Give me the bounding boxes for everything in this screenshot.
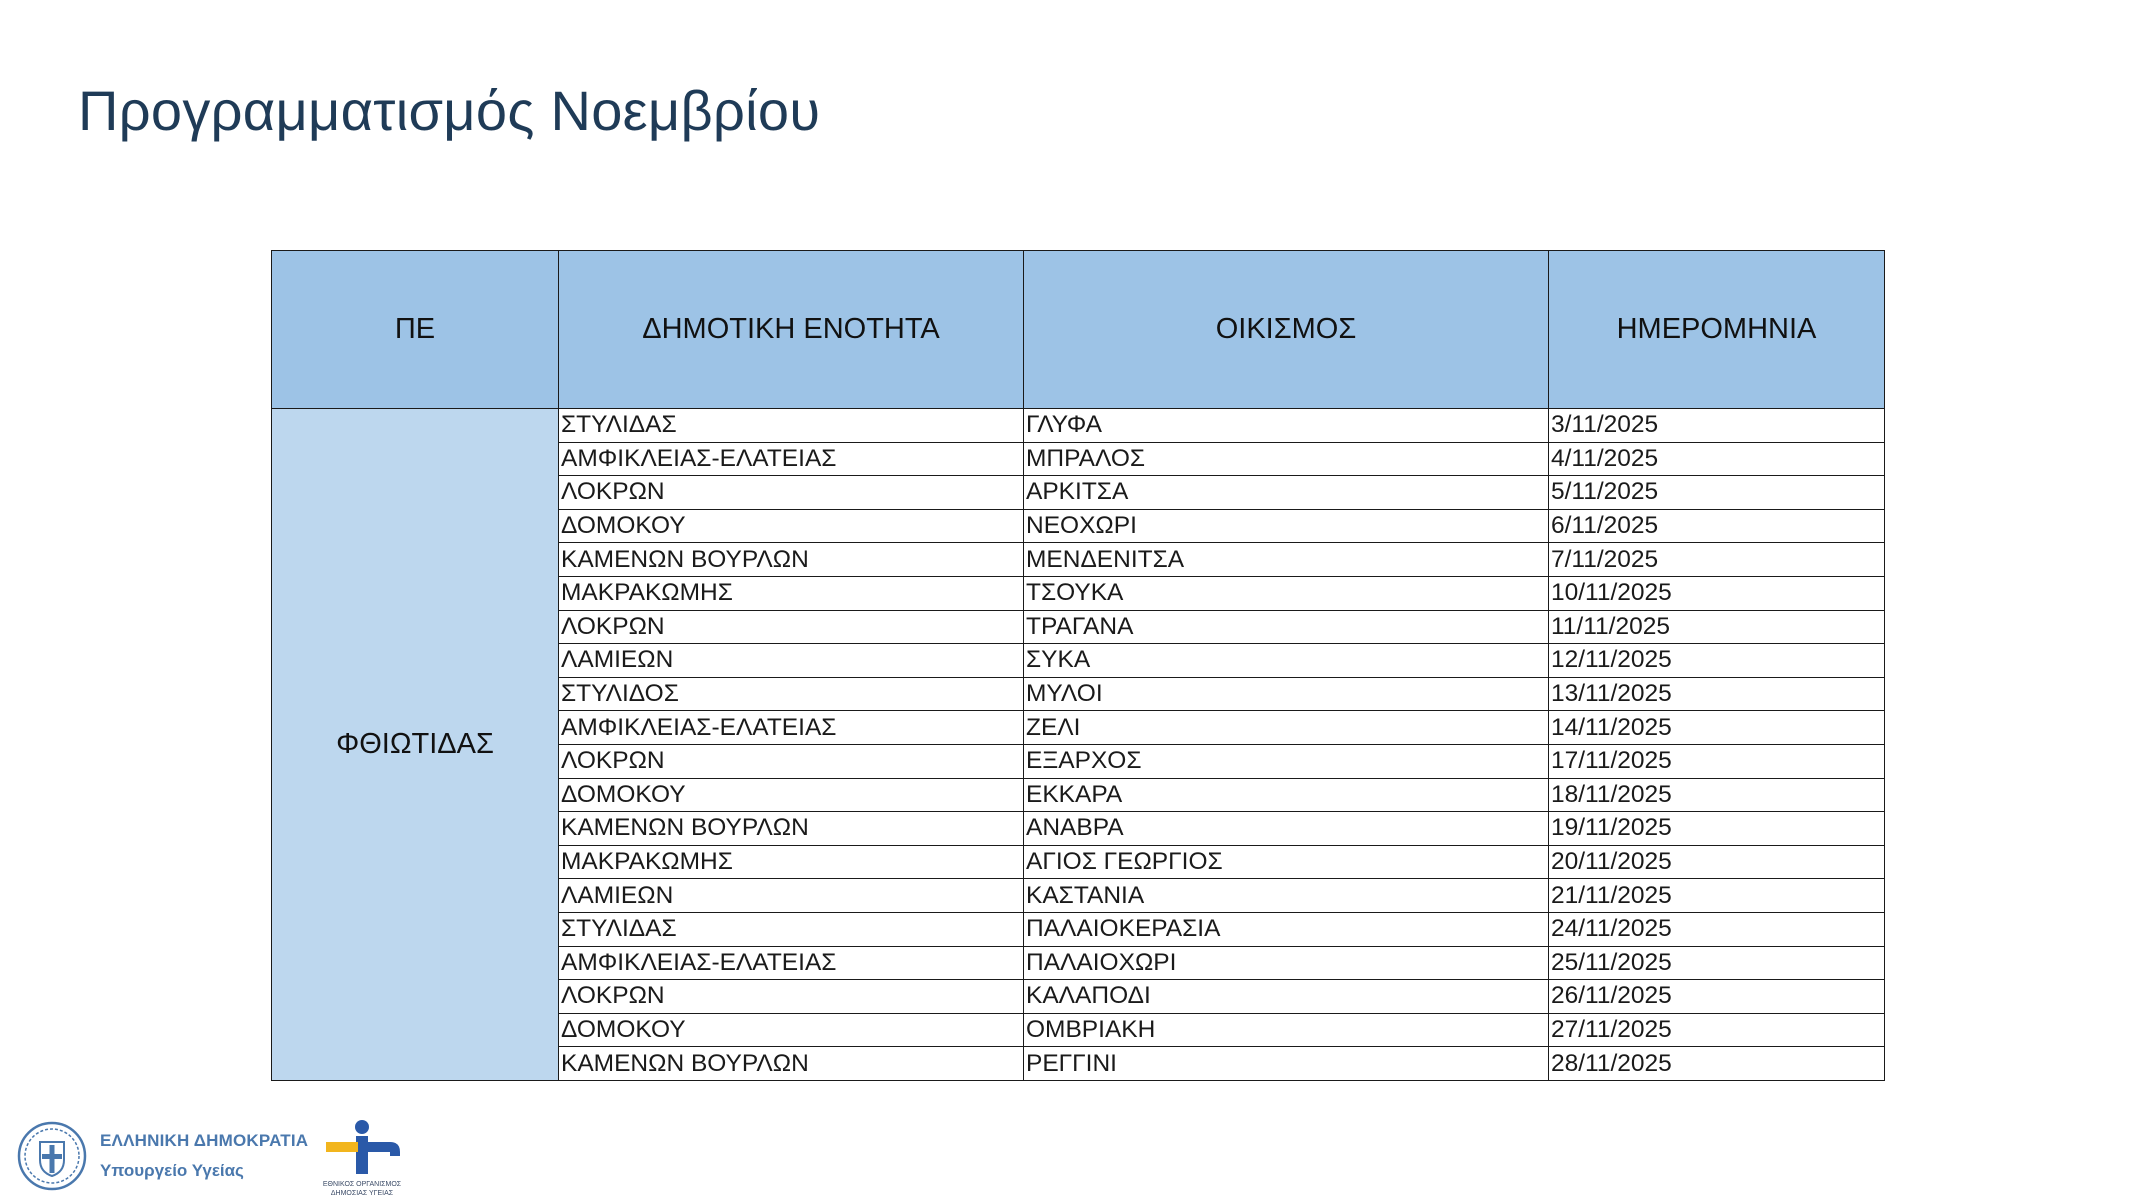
- municipal-unit-cell: ΣΤΥΛΙΔΑΣ: [559, 912, 1024, 946]
- column-header-municipal-unit: ΔΗΜΟΤΙΚΗ ΕΝΟΤΗΤΑ: [559, 251, 1024, 409]
- date-cell: 26/11/2025: [1549, 980, 1885, 1014]
- date-cell: 5/11/2025: [1549, 476, 1885, 510]
- table-row: [272, 409, 1885, 443]
- settlement-cell: ΓΛΥΦΑ: [1024, 409, 1549, 443]
- municipal-unit-cell: ΛΟΚΡΩΝ: [559, 610, 1024, 644]
- settlement-cell: ΕΞΑΡΧΟΣ: [1024, 744, 1549, 778]
- eody-logo: [320, 1118, 404, 1198]
- regional-unit-cell: ΦΘΙΩΤΙΔΑΣ: [272, 409, 559, 1081]
- hellenic-republic-emblem-icon: [16, 1120, 88, 1192]
- settlement-cell: ΠΑΛΑΙΟΚΕΡΑΣΙΑ: [1024, 912, 1549, 946]
- settlement-cell: ΕΚΚΑΡΑ: [1024, 778, 1549, 812]
- date-cell: 10/11/2025: [1549, 576, 1885, 610]
- settlement-cell: ΝΕΟΧΩΡΙ: [1024, 509, 1549, 543]
- date-cell: 19/11/2025: [1549, 812, 1885, 846]
- settlement-cell: ΜΥΛΟΙ: [1024, 677, 1549, 711]
- municipal-unit-cell: ΔΟΜΟΚΟΥ: [559, 509, 1024, 543]
- settlement-cell: ΑΡΚΙΤΣΑ: [1024, 476, 1549, 510]
- date-cell: 3/11/2025: [1549, 409, 1885, 443]
- settlement-cell: ΜΠΡΑΛΟΣ: [1024, 442, 1549, 476]
- date-cell: 24/11/2025: [1549, 912, 1885, 946]
- settlement-cell: ΜΕΝΔΕΝΙΤΣΑ: [1024, 543, 1549, 577]
- municipal-unit-cell: ΜΑΚΡΑΚΩΜΗΣ: [559, 845, 1024, 879]
- date-cell: 11/11/2025: [1549, 610, 1885, 644]
- ministry-name: Υπουργείο Υγείας: [100, 1161, 244, 1180]
- municipal-unit-cell: ΔΟΜΟΚΟΥ: [559, 778, 1024, 812]
- municipal-unit-cell: ΣΤΥΛΙΔΟΣ: [559, 677, 1024, 711]
- municipal-unit-cell: ΔΟΜΟΚΟΥ: [559, 1013, 1024, 1047]
- municipal-unit-cell: ΑΜΦΙΚΛΕΙΑΣ-ΕΛΑΤΕΙΑΣ: [559, 442, 1024, 476]
- settlement-cell: ΑΝΑΒΡΑ: [1024, 812, 1549, 846]
- hellenic-republic-logo: [16, 1120, 308, 1192]
- municipal-unit-cell: ΑΜΦΙΚΛΕΙΑΣ-ΕΛΑΤΕΙΑΣ: [559, 946, 1024, 980]
- page-title: Προγραμματισμός Νοεμβρίου: [78, 79, 821, 142]
- municipal-unit-cell: ΛΑΜΙΕΩΝ: [559, 879, 1024, 913]
- column-header-pe: ΠΕ: [272, 251, 559, 409]
- date-cell: 6/11/2025: [1549, 509, 1885, 543]
- settlement-cell: ΑΓΙΟΣ ΓΕΩΡΓΙΟΣ: [1024, 845, 1549, 879]
- date-cell: 28/11/2025: [1549, 1047, 1885, 1081]
- column-header-settlement: ΟΙΚΙΣΜΟΣ: [1024, 251, 1549, 409]
- municipal-unit-cell: ΚΑΜΕΝΩΝ ΒΟΥΡΛΩΝ: [559, 543, 1024, 577]
- date-cell: 12/11/2025: [1549, 644, 1885, 678]
- date-cell: 25/11/2025: [1549, 946, 1885, 980]
- schedule-table: [271, 250, 1885, 1081]
- eody-cross-icon: [320, 1118, 404, 1178]
- date-cell: 21/11/2025: [1549, 879, 1885, 913]
- municipal-unit-cell: ΜΑΚΡΑΚΩΜΗΣ: [559, 576, 1024, 610]
- date-cell: 14/11/2025: [1549, 711, 1885, 745]
- municipal-unit-cell: ΚΑΜΕΝΩΝ ΒΟΥΡΛΩΝ: [559, 812, 1024, 846]
- settlement-cell: ΚΑΣΤΑΝΙΑ: [1024, 879, 1549, 913]
- settlement-cell: ΤΣΟΥΚΑ: [1024, 576, 1549, 610]
- date-cell: 13/11/2025: [1549, 677, 1885, 711]
- settlement-cell: ΠΑΛΑΙΟΧΩΡΙ: [1024, 946, 1549, 980]
- column-header-date: ΗΜΕΡΟΜΗΝΙΑ: [1549, 251, 1885, 409]
- settlement-cell: ΣΥΚΑ: [1024, 644, 1549, 678]
- municipal-unit-cell: ΛΟΚΡΩΝ: [559, 476, 1024, 510]
- settlement-cell: ΤΡΑΓΑΝΑ: [1024, 610, 1549, 644]
- gov-name: ΕΛΛΗΝΙΚΗ ΔΗΜΟΚΡΑΤΙΑ: [100, 1131, 309, 1150]
- municipal-unit-cell: ΣΤΥΛΙΔΑΣ: [559, 409, 1024, 443]
- date-cell: 18/11/2025: [1549, 778, 1885, 812]
- table-header-row: [272, 251, 1885, 409]
- settlement-cell: ΖΕΛΙ: [1024, 711, 1549, 745]
- municipal-unit-cell: ΛΟΚΡΩΝ: [559, 744, 1024, 778]
- date-cell: 27/11/2025: [1549, 1013, 1885, 1047]
- settlement-cell: ΚΑΛΑΠΟΔΙ: [1024, 980, 1549, 1014]
- municipal-unit-cell: ΚΑΜΕΝΩΝ ΒΟΥΡΛΩΝ: [559, 1047, 1024, 1081]
- municipal-unit-cell: ΛΟΚΡΩΝ: [559, 980, 1024, 1014]
- eody-name: ΕΘΝΙΚΟΣ ΟΡΓΑΝΙΣΜΟΣ ΔΗΜΟΣΙΑΣ ΥΓΕΙΑΣ: [322, 1181, 402, 1197]
- date-cell: 7/11/2025: [1549, 543, 1885, 577]
- settlement-cell: ΟΜΒΡΙΑΚΗ: [1024, 1013, 1549, 1047]
- date-cell: 20/11/2025: [1549, 845, 1885, 879]
- date-cell: 4/11/2025: [1549, 442, 1885, 476]
- date-cell: 17/11/2025: [1549, 744, 1885, 778]
- settlement-cell: ΡΕΓΓΙΝΙ: [1024, 1047, 1549, 1081]
- municipal-unit-cell: ΛΑΜΙΕΩΝ: [559, 644, 1024, 678]
- municipal-unit-cell: ΑΜΦΙΚΛΕΙΑΣ-ΕΛΑΤΕΙΑΣ: [559, 711, 1024, 745]
